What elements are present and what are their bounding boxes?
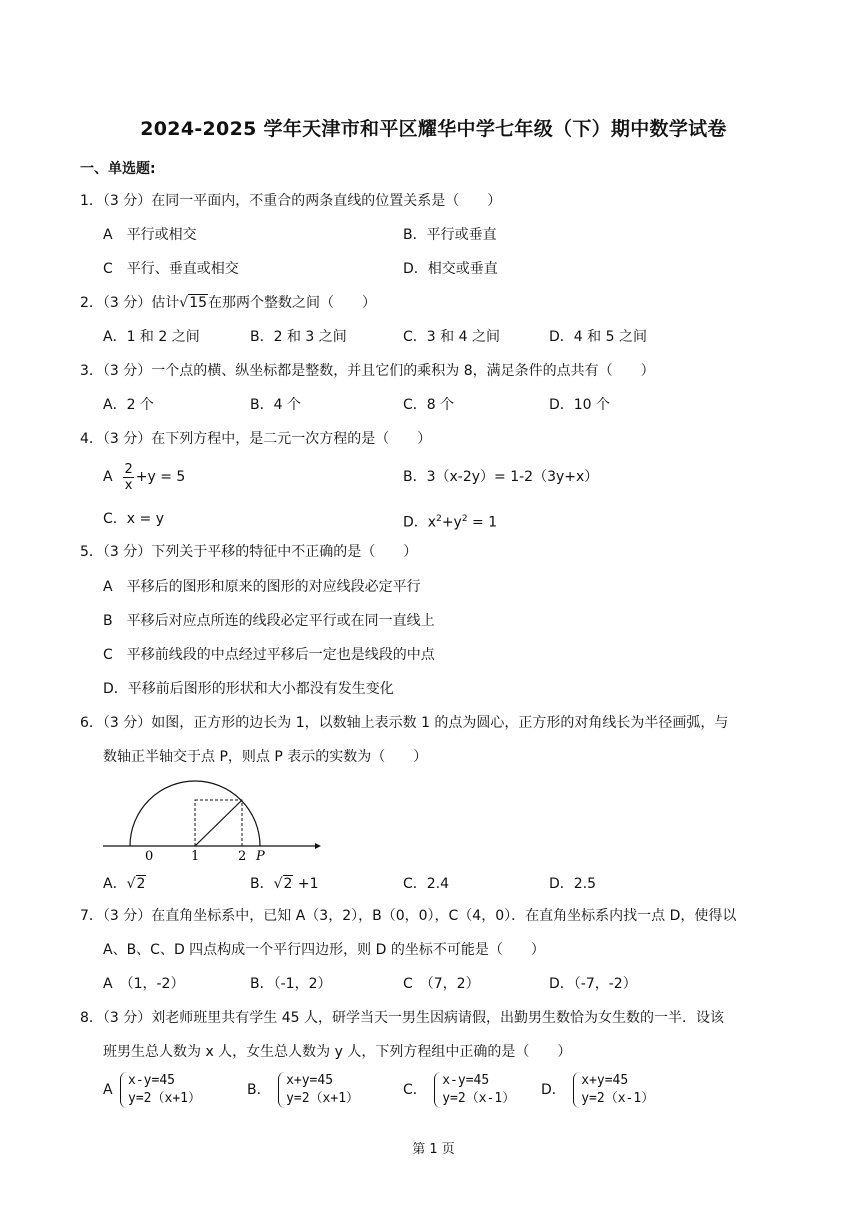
equation-system — [573, 1072, 654, 1108]
q3-option-c: C．8 个 — [403, 397, 455, 413]
q8-a-label: A — [103, 1082, 113, 1098]
axis-arrow — [315, 843, 321, 849]
q8-option-a — [103, 1071, 201, 1109]
q6-a-label: A． — [103, 876, 127, 892]
q4-d-post: = 1 — [467, 514, 498, 531]
q4-d-pre: D．x — [403, 514, 437, 531]
q4-option-a — [103, 460, 185, 494]
q1-option-a: A 平行或相交 — [103, 227, 197, 243]
q1-option-d: D．相交或垂直 — [403, 261, 498, 277]
brace-icon — [278, 1072, 286, 1108]
q5-option-d: D．平移前后图形的形状和大小都没有发生变化 — [103, 681, 394, 697]
fraction — [123, 462, 133, 493]
equation-row: y=2（x+1） — [286, 1091, 360, 1106]
equation-row: y=2（x-1） — [442, 1091, 516, 1106]
q7-stem-line1: 7．（3 分）在直角坐标系中，已知 A（3，2），B（0，0），C（4，0）．在直角坐标系内找一点 D，使得以 — [80, 908, 737, 924]
fraction-denominator: x — [124, 477, 133, 493]
q2-stem-post: 在那两个整数之间（ ） — [208, 295, 377, 311]
q3-option-d: D．10 个 — [549, 397, 611, 413]
q5-option-c: C 平移前线段的中点经过平移后一定也是线段的中点 — [103, 647, 435, 663]
page-title: 2024-2025 学年天津市和平区耀华中学七年级（下）期中数学试卷 — [140, 118, 727, 140]
equation-system — [120, 1072, 201, 1108]
q8-stem-line1: 8．（3 分）刘老师班里共有学生 45 人，研学当天一男生因病请假，出勤男生数恰为女生数的一半．设该 — [80, 1010, 724, 1026]
q6-b-radicand: 2 — [283, 876, 293, 892]
q8-d-label: D． — [541, 1082, 566, 1098]
sqrt-symbol: √2 — [273, 876, 293, 892]
q7-option-c: C （7，2） — [403, 976, 480, 992]
equation-system — [278, 1072, 359, 1108]
diagonal-line — [195, 800, 242, 846]
q1-option-b: B．平行或垂直 — [403, 227, 497, 243]
q3-stem: 3．（3 分）一个点的横、纵坐标都是整数，并且它们的乘积为 8，满足条件的点共有（ ） — [80, 363, 655, 379]
number-line-figure — [95, 778, 325, 868]
q4-stem: 4．（3 分）在下列方程中，是二元一次方程的是（ ） — [80, 431, 432, 447]
q4-option-c: C．x = y — [103, 511, 164, 527]
q4-option-b: B．3（x-2y）= 1-2（3y+x） — [403, 469, 599, 485]
q7-option-a: A （1，-2） — [103, 976, 185, 992]
sqrt-symbol: √15 — [179, 295, 208, 311]
brace-icon — [120, 1072, 128, 1108]
tick-label-2: 2 — [238, 849, 247, 864]
q8-option-c — [403, 1071, 515, 1109]
equation-system — [434, 1072, 515, 1108]
q8-c-label: C． — [403, 1082, 427, 1098]
equation-row: x+y=45 — [286, 1073, 334, 1088]
q5-option-b: B 平移后对应点所连的线段必定平行或在同一直线上 — [103, 613, 435, 629]
equation-row: y=2（x-1） — [581, 1091, 655, 1106]
q6-stem-line2: 数轴正半轴交于点 P，则点 P 表示的实数为（ ） — [103, 749, 428, 765]
q2-option-c: C．3 和 4 之间 — [403, 329, 500, 345]
q4-a-rest: +y = 5 — [135, 469, 186, 485]
q2-option-d: D．4 和 5 之间 — [549, 329, 647, 345]
q6-option-c: C．2.4 — [403, 876, 450, 892]
q3-option-b: B．4 个 — [250, 397, 301, 413]
q8-b-label: B． — [247, 1082, 271, 1098]
equation-row: x+y=45 — [581, 1073, 629, 1088]
q6-option-d: D．2.5 — [549, 876, 597, 892]
superscript: 2 — [461, 514, 468, 524]
q6-b-label: B． — [250, 876, 274, 892]
section-heading: 一、单选题: — [80, 161, 156, 177]
equation-row: x-y=45 — [128, 1073, 175, 1088]
q4-option-d — [403, 510, 497, 532]
q2-option-b: B．2 和 3 之间 — [250, 329, 347, 345]
q1-stem: 1．（3 分）在同一平面内，不重合的两条直线的位置关系是（ ） — [80, 193, 502, 209]
brace-icon — [434, 1072, 442, 1108]
q6-a-radicand: 2 — [136, 876, 146, 892]
brace-icon — [573, 1072, 581, 1108]
q5-option-a: A 平移后的图形和原来的图形的对应线段必定平行 — [103, 579, 421, 595]
q7-option-d: D．（-7，-2） — [549, 976, 637, 992]
point-label-p: P — [256, 849, 265, 864]
q8-stem-line2: 班男生总人数为 x 人，女生总人数为 y 人，下列方程组中正确的是（ ） — [103, 1044, 572, 1060]
q6-option-a — [103, 875, 146, 893]
superscript: 2 — [436, 514, 442, 524]
q8-option-b — [247, 1071, 359, 1109]
q5-stem: 5．（3 分）下列关于平移的特征中不正确的是（ ） — [80, 544, 418, 560]
q6-b-post: +1 — [293, 876, 319, 892]
q2-stem — [80, 294, 376, 312]
page-number: 第 1 页 — [412, 1142, 455, 1157]
q2-option-a: A．1 和 2 之间 — [103, 329, 200, 345]
equation-row: x-y=45 — [442, 1073, 490, 1088]
q2-radicand: 15 — [189, 295, 208, 311]
q8-option-d — [541, 1071, 654, 1109]
q6-stem-line1: 6．（3 分）如图，正方形的边长为 1，以数轴上表示数 1 的点为圆心，正方形的对角线长为半径画弧，与 — [80, 715, 729, 731]
equation-row: y=2（x+1） — [128, 1091, 201, 1106]
tick-label-1: 1 — [191, 849, 200, 864]
q6-option-b — [250, 875, 319, 893]
q7-stem-line2: A、B、C、D 四点构成一个平行四边形，则 D 的坐标不可能是（ ） — [103, 942, 545, 958]
q3-option-a: A．2 个 — [103, 397, 154, 413]
q4-d-mid: +y — [441, 514, 462, 531]
fraction-numerator: 2 — [124, 461, 133, 477]
q7-option-b: B．（-1，2） — [250, 976, 332, 992]
q1-option-c: C 平行、垂直或相交 — [103, 261, 239, 277]
q2-stem-pre: 2．（3 分）估计 — [80, 295, 180, 311]
tick-label-0: 0 — [145, 849, 154, 864]
q4-a-label: A — [103, 469, 113, 485]
sqrt-symbol: √2 — [126, 876, 146, 892]
